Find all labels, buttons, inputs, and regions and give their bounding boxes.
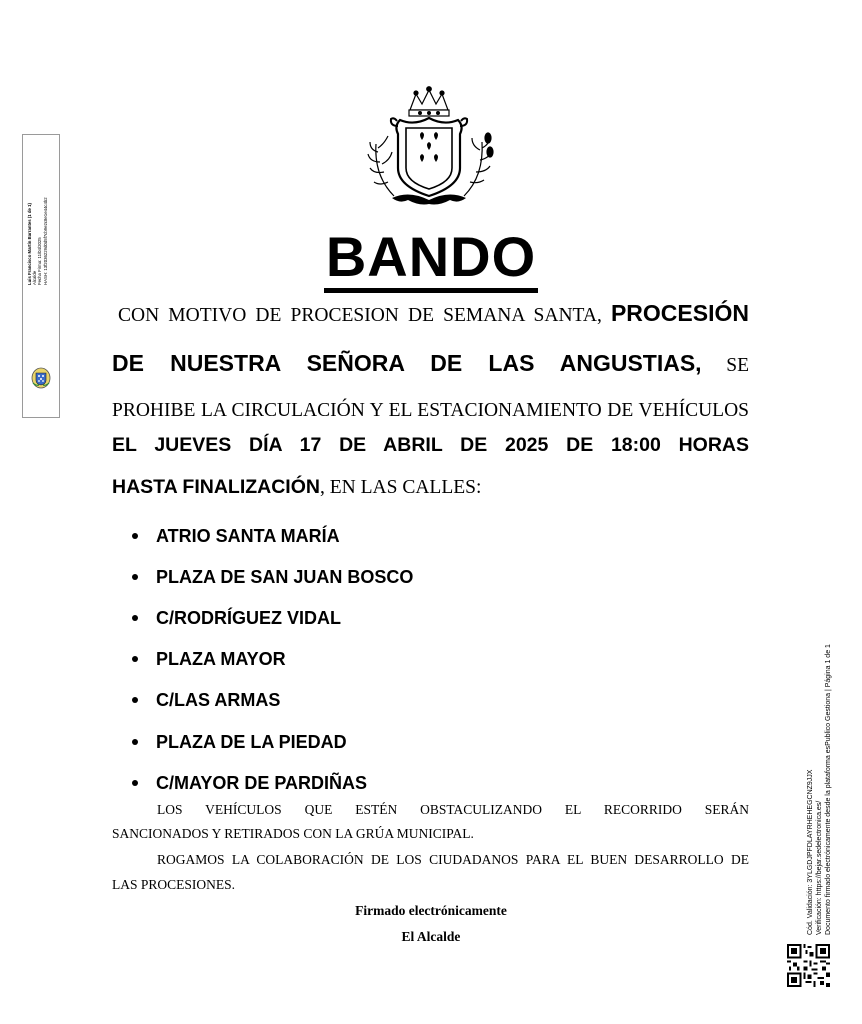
notice-paragraph-1-line-2: SANCIONADOS Y RETIRADOS CON LA GRÚA MUNICIPAL.: [112, 826, 474, 841]
list-item: PLAZA DE SAN JUAN BOSCO: [132, 556, 413, 597]
list-item: PLAZA MAYOR: [132, 639, 413, 680]
bullet-icon: [132, 533, 138, 539]
coat-of-arms-icon: [364, 86, 494, 210]
notice-paragraph-2-line-2: LAS PROCESIONES.: [112, 877, 236, 892]
notice-paragraph-1-line-1: LOS VEHÍCULOS QUE ESTÉN OBSTACULIZANDO EL RECORRIDO SERÁN: [157, 802, 749, 817]
list-item: C/RODRÍGUEZ VIDAL: [132, 597, 413, 638]
intro-bold-line2: DE NUESTRA SEÑORA DE LAS ANGUSTIAS,: [112, 350, 702, 376]
intro-bold-procesion: PROCESIÓN: [610, 300, 749, 326]
intro-line-1: [118, 300, 749, 327]
municipal-seal-icon: [31, 367, 51, 389]
verification-strip: [806, 644, 833, 935]
list-item: C/MAYOR DE PARDIÑAS: [132, 762, 413, 803]
intro-line-4-date: EL JUEVES DÍA 17 DE ABRIL DE 2025 DE 18:00 HORAS: [112, 434, 749, 456]
bullet-icon: [132, 574, 138, 580]
street-list: [132, 515, 413, 803]
bullet-icon: [132, 697, 138, 703]
intro-regular-line2: SE: [701, 355, 749, 376]
intro-bold-line5: HASTA FINALIZACIÓN: [112, 476, 320, 498]
bullet-icon: [132, 739, 138, 745]
intro-regular-line5: , EN LAS CALLES:: [319, 477, 482, 498]
qr-code-icon: [787, 944, 830, 987]
stamp-role: Alcalde: [32, 270, 38, 285]
document-title: BANDO: [0, 226, 862, 288]
verification-code: Cód. Validación: 3YLGDJPFDLAYRHEHEGCNZ9JJX: [807, 769, 814, 935]
stamp-signer: Luis Francisco Martín Barrantes (1 de 1): [27, 203, 32, 285]
list-item: ATRIO SANTA MARÍA: [132, 515, 413, 556]
stamp-hash: HASH: 13f2036229d0d5f7cb9e2c8e1e44c4b2: [42, 197, 48, 285]
bullet-icon: [132, 780, 138, 786]
stamp-date: Fecha Firma: 11/04/2025: [37, 237, 43, 285]
intro-line-2: [112, 350, 749, 377]
list-item: C/LAS ARMAS: [132, 680, 413, 721]
intro-regular-start: CON MOTIVO DE PROCESION DE SEMANA SANTA,: [118, 305, 611, 326]
signature-line-2: El Alcalde: [401, 929, 461, 944]
verification-url: Verificación: https://bejar.sedelectronica.es/: [816, 800, 823, 935]
intro-line-3: PROHIBE LA CIRCULACIÓN Y EL ESTACIONAMIENTO DE VEHÍCULOS: [112, 400, 749, 421]
list-item: PLAZA DE LA PIEDAD: [132, 721, 413, 762]
signature-line-1: Firmado electrónicamente: [355, 903, 507, 918]
bullet-icon: [132, 656, 138, 662]
intro-line-5: [112, 476, 749, 499]
notice-paragraph-2-line-1: ROGAMOS LA COLABORACIÓN DE LOS CIUDADANOS PARA EL BUEN DESARROLLO DE: [157, 852, 749, 867]
verification-doc: Documento firmado electrónicamente desde la plataforma esPublico Gestiona | Página 1 de 1: [825, 644, 832, 935]
bullet-icon: [132, 615, 138, 621]
